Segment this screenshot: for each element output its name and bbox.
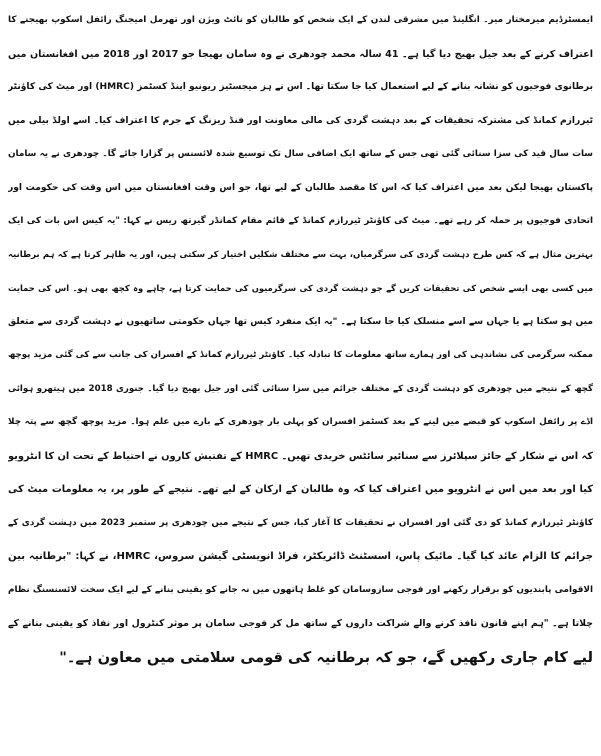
- article-line: لیے کام جاری رکھیں گے، جو کہ برطانیہ کی قومی سلامتی میں معاون ہے۔": [59, 648, 593, 666]
- article-line: کہ اس نے شکار کے جائز سپلائرز سے سنائپر سائٹس خریدی تھیں۔ HMRC کے تفتیش کاروں نے احتیاط کے تحت ان کا انٹرویو: [8, 450, 593, 462]
- article-line: میں ہو سکتا ہے یا جہاں سے اسے منسلک کیا جا سکتا ہے۔ "یہ ایک منفرد کیس تھا جہاں حکومتی ساتھیوں نے دہشت گردی سے متعلق: [8, 316, 593, 327]
- article-line: اڈے پر رائفل اسکوپ کو قبضے میں لینے کے بعد کسٹمز افسران کو پہلی بار چودھری کے بارے میں علم ہوا۔ مزید پوچھ گچھ سے پتہ چلا: [8, 417, 593, 427]
- article-line: میں کسی بھی ایسے شخص کی تحقیقات کریں گے جو دہشت گردی کی سرگرمیوں کی حمایت کرتا ہے، چاہے وہ کچھ بھی ہو۔ اس کی حمایت: [8, 283, 593, 293]
- article-line: ایمسٹرڈیم میرمختار میر۔ انگلینڈ میں مشرقی لندن کے ایک شخص کو طالبان کو نائٹ ویژن اور تھرمل امیجنگ رائفل اسکوپ بھیجنے کا: [8, 15, 593, 25]
- article-line: الاقوامی پابندیوں کو برقرار رکھنے اور فوجی سازوسامان کو غلط ہاتھوں میں نہ جانے کو یقینی بنانے کے لیے ایک سخت لائسنسنگ نظام: [8, 584, 593, 595]
- article-line: برطانوی فوجیوں کو نشانہ بنانے کے لیے استعمال کیا جا سکتا تھا۔ اس نے ہز میجسٹیز ریونیو اینڈ کسٹمز (HMRC) اور میٹ کی کاؤنٹر: [8, 82, 593, 92]
- article-line: کاؤنٹر ٹیررازم کمانڈ کو دی گئی اور افسران نے تحقیقات کا آغاز کیا، جس کے نتیجے میں چودھری پر ستمبر 2023 میں دہشت گردی کے: [8, 517, 593, 528]
- article-line: ٹیررازم کمانڈ کی مشترکہ تحقیقات کے بعد دہشت گردی کی مالی معاونت اور فنڈ ریزنگ کے جرم کا اعتراف کیا۔ اسے اولڈ بیلی میں: [8, 115, 593, 126]
- article-line: بہترین مثال ہے کہ کس طرح دہشت گردی کی سرگرمیاں، بہت سے مختلف شکلیں اختیار کر سکتی ہیں، اور یہ ظاہر کرتا ہے کہ ہم برطانیہ: [8, 249, 593, 260]
- article-line: جرائم کا الزام عائد کیا گیا۔ مائیک پاس، اسسٹنٹ ڈائریکٹر، فراڈ انویسٹی گیشن سروس، HMRC، نے کہا: "برطانیہ بین: [8, 551, 593, 562]
- article-line: سات سال قید کی سزا سنائی گئی تھی جس کے ساتھ ایک اضافی سال تک توسیع شدہ لائسنس پر گزارا جائے گا۔ چودھری نے یہ سامان: [8, 149, 593, 159]
- article-line: ممکنہ سرگرمی کی نشاندہی کی اور ہمارے ساتھ معلومات کا تبادلہ کیا۔ کاؤنٹر ٹیررازم کمانڈ کے افسران کی جانب سے کی گئی مزید پوچھ: [8, 350, 593, 360]
- article-line: چلاتا ہے۔ "ہم اپنے قانون نافذ کرنے والے شراکت داروں کے ساتھ مل کر فوجی سامان پر موثر کنٹرول اور نفاذ کو یقینی بنانے کے: [8, 618, 593, 629]
- article-line: کیا اور بعد میں اس نے انٹرویو میں اعتراف کیا کہ وہ طالبان کے ارکان کے لیے تھے۔ نتیجے کے طور پر، یہ معلومات میٹ کی: [8, 484, 593, 495]
- article-line: اتحادی فوجیوں پر حملہ کر رہے تھے۔ میٹ کی کاؤنٹر ٹیررازم کمانڈ کے قائم مقام کمانڈر گیرتھ ریس نے کہا: "یہ کیس اس بات کی ایک: [8, 216, 593, 226]
- article-line: پاکستان بھیجا لیکن بعد میں اعتراف کیا کہ اس کا مقصد طالبان کے لیے تھا، جو اس وقت افغانستان میں اس وقت کی حکومت اور: [8, 182, 593, 193]
- article-line: گچھ کے نتیجے میں چودھری کو دہشت گردی کے مختلف جرائم میں سزا سنائی گئی اور جیل بھیج دیا گیا۔ جنوری 2018 میں ہیتھرو ہوائی: [8, 383, 593, 394]
- article-line: اعتراف کرنے کے بعد جیل بھیج دیا گیا ہے۔ 41 سالہ محمد چودھری نے وہ سامان بھیجا جو 2017 اور 2018 میں افغانستان میں: [8, 48, 593, 60]
